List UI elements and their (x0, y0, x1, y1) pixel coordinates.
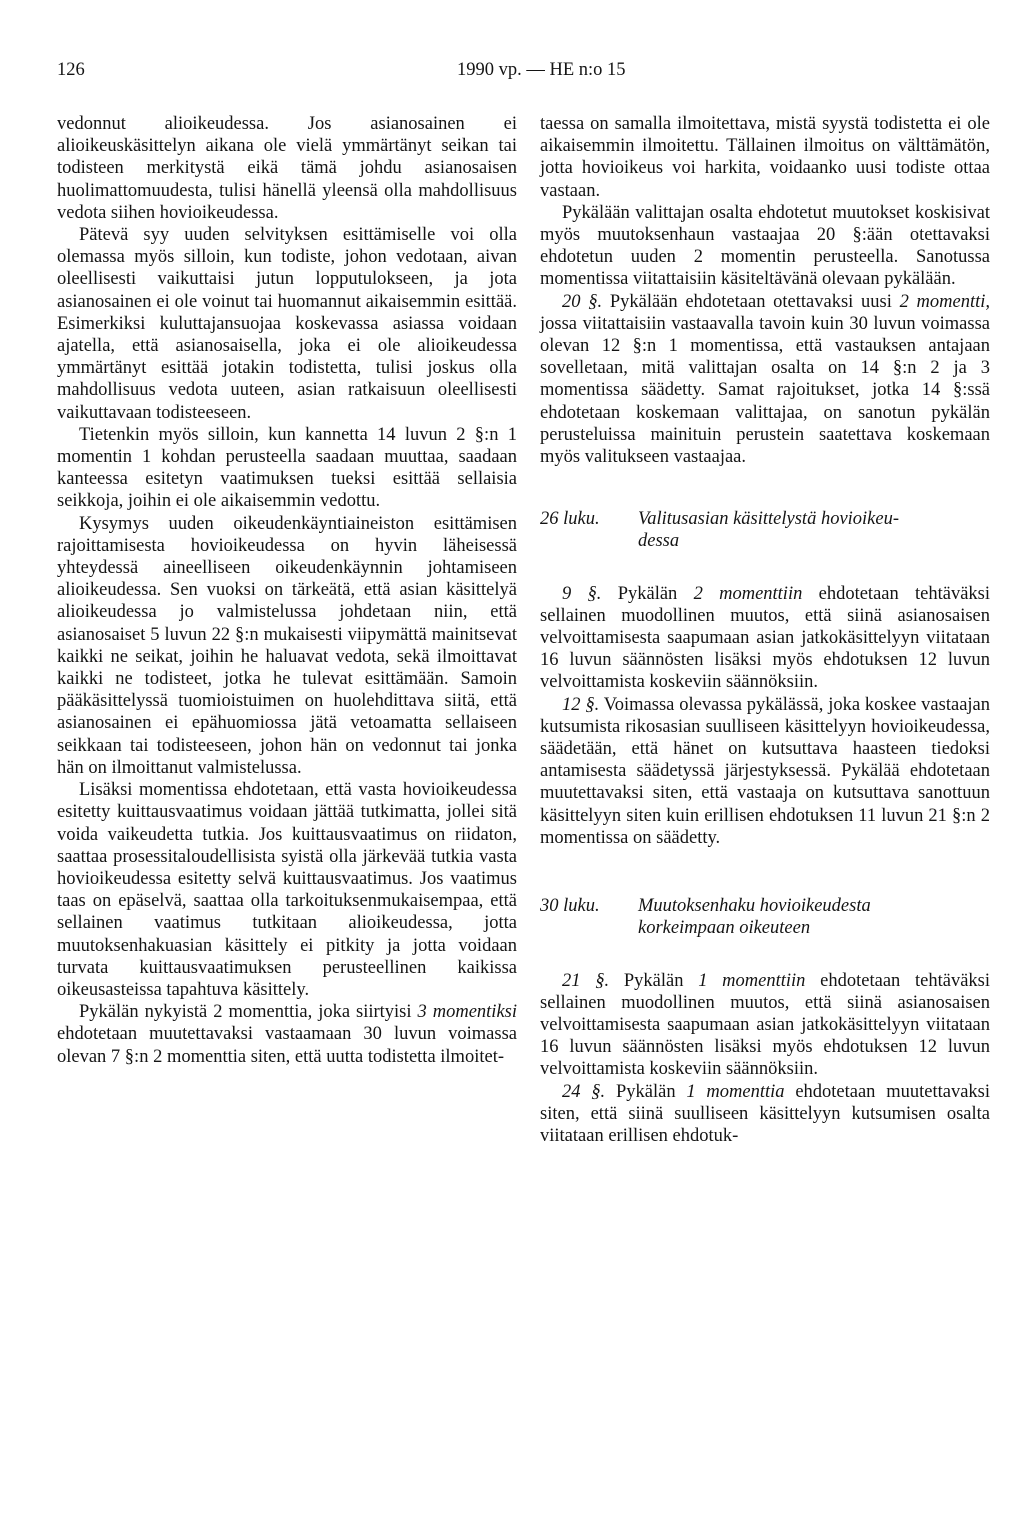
paragraph: Pätevä syy uuden selvityksen esittämiselle voi olla olemassa myös silloin, kun todiste, johon vedotaan, aivan oleellisesti vaikuttaisi jutun lopputulokseen, ja jota asianosainen ei ole voinut tai huomannut aikaisemmin esittää. Esimerkiksi kuluttajansuojaa koskevassa asiassa voidaan ajatella, että asianosaisella, joka ei ole alioikeudessa ymmärtänyt esittää jotakin todistetta, tulisi joskus olla mahdollisuus vedota uuteen, asian ratkaisuun oleellisesti vaikuttavaan todisteeseen. (57, 225, 517, 423)
section-number: 24 §. (562, 1081, 606, 1102)
chapter-title-line: dessa (638, 531, 680, 552)
paragraph (540, 291, 990, 469)
moment-reference: 1 momenttia (686, 1081, 785, 1102)
paragraph-text: ehdotetaan tehtäväksi sellainen muodollinen muutos, että siinä asianosaisen velvoittamisesta saapumaan asian jatkokäsittelyyn viitataan 16 luvun säännösten lisäksi myös ehdotuksen 12 luvun velvoittamista koskeviin säännöksiin. (540, 583, 991, 693)
paragraph-text: Voimassa olevassa pykälässä, joka koskee vastaajan kutsumista rikosasian suulliseen käsittelyyn hovioikeudessa, säädetään, että hänet on kutsuttava haasteen tiedoksi antamisesta säädetyssä järjestyksessä. Pykälää ehdotetaan muutettavaksi siten, että vastaaja on kutsuttava sanottuun käsittelyyn siten kuin erillisen ehdotuksen 11 luvun 21 §:n 2 momentissa on säädetty. (540, 694, 991, 848)
paragraph-text: jossa viitattaisiin vastaavalla tavoin kuin 30 luvun voimassa olevan 12 §:n 1 momentissa, että vastauksen antajaan sovelletaan, mitä valittajan osalta on 14 §:n 2 ja 3 momentissa säädetty. Samat rajoitukset, jotka 14 §:ssä ehdotetaan koskemaan valittajaa, on sanotun pykälän perusteluissa mainituin perustein saatettava koskemaan myös valitukseen vastaajaa. (540, 313, 990, 468)
section-number: 20 §. (562, 291, 603, 312)
paragraph-text: ehdotetaan tehtäväksi sellainen muodollinen muutos, että siinä asianosaisen velvoittamisesta saapumaan asian jatkokäsittelyyn viitataan 16 luvun säännösten lisäksi myös ehdotuksen 12 luvun velvoittamista koskeviin säännöksiin. (540, 970, 991, 1080)
paragraph-text: Pykälän (623, 970, 684, 991)
moment-reference: 2 momenttiin (693, 583, 803, 604)
moment-reference: 2 momentti, (899, 291, 991, 312)
page-header (57, 60, 997, 92)
chapter-heading (540, 895, 990, 939)
paragraph: Lisäksi momentissa ehdotetaan, että vasta hovioikeudessa esitetty kuittausvaatimus voidaan jättää tutkimatta, jollei sitä voida vaikeudetta tutkia. Jos kuittausvaatimus on riidaton, saattaa prosessitaloudellisista syistä olla järkevää tutkia vasta hovioikeudessa esitetty selvä kuittausvaatimus. Jos vaatimus taas on epäselvä, saattaa olla tarkoituksenmukaisempaa, että sellainen vaatimus tutkitaan alioikeudessa, jotta muutoksenhakuasian käsittely ei pitkity ja jotta voidaan turvata kuittausvaatimuksen perusteellinen kaikissa oikeusasteissa tapahtuva käsittely. (57, 780, 517, 1000)
paragraph-text: Pykälän (615, 1081, 676, 1102)
paragraph-text: Pykälään ehdotetaan otettavaksi uusi (609, 291, 892, 312)
paragraph-text: ehdotetaan muutettavaksi vastaamaan 30 luvun voimassa olevan 7 §:n 2 momenttia siten, että uutta todistetta ilmoitet- (57, 1024, 517, 1067)
page-number: 126 (57, 60, 85, 80)
moment-reference: 3 momentiksi (417, 1002, 518, 1023)
section-number: 12 §. (562, 694, 600, 715)
chapter-label: 26 luku. (540, 509, 600, 530)
chapter-title-line: Muutoksenhaku hovioikeudesta (638, 896, 871, 917)
paragraph (540, 583, 990, 694)
chapter-heading (540, 508, 990, 552)
paragraph-text: Pykälän (617, 583, 678, 604)
paragraph (540, 970, 990, 1081)
paragraph: vedonnut alioikeudessa. Jos asianosainen ei alioikeuskäsittelyn aikana ole vielä ymmärtänyt seikan tai todisteen merkitystä eikä tämä johdu asianosaisen huolimattomuudesta, tulisi hänellä yleensä olla mahdollisuus vedota siihen hovioikeudessa. (57, 114, 517, 223)
paragraph: taessa on samalla ilmoitettava, mistä syystä todistetta ei ole aikaisemmin ilmoitettu. Tällainen ilmoitus on välttämätön, jotta hovioikeus voi harkita, voidaanko uusi todiste ottaa vastaan. (540, 114, 990, 201)
paragraph: Tietenkin myös silloin, kun kannetta 14 luvun 2 §:n 1 momentin 1 kohdan perusteella saadaan muuttaa, saadaan kanteessa esitetyn vaatimuksen tueksi esittää sellaisia seikkoja, joihin ei ole aikaisemmin vedottu. (57, 424, 517, 512)
paragraph (540, 1081, 990, 1148)
chapter-title-line: korkeimpaan oikeuteen (638, 918, 811, 939)
left-column (57, 113, 517, 1068)
paragraph-text: Pykälän nykyistä 2 momenttia, joka siirtyisi (79, 1002, 412, 1023)
paragraph: Kysymys uuden oikeudenkäyntiaineiston esittämisen rajoittamisesta hovioikeudessa on hyvin läheisessä yhteydessä aineelliseen oikeudenkäynnin johtamiseen alioikeudessa. Sen vuoksi on tärkeätä, että asian käsittelyä alioikeudessa jo valmistelussa johdetaan niin, että asianosaiset 5 luvun 22 §:n mukaisesti viipymättä mainitsevat kaikki ne seikat, joihin he haluavat vedota, sekä ilmoittavat kaikki ne todisteet, jotka he tulevat esittämään. Samoin pääkäsittelyssä tuomioistuimen on huolehdittava siitä, että asianosainen ei epähuomiossa jätä vetoamatta sellaiseen seikkaan tai todisteeseen, johon hän on vedonnut tai jonka hän on ilmoittanut valmistelussa. (57, 513, 517, 778)
paragraph-text: ehdotetaan muutettavaksi siten, että siinä suulliseen käsittelyyn kutsumisen osalta viitataan erillisen ehdotuk- (540, 1081, 991, 1146)
running-title: 1990 vp. — HE n:o 15 (457, 60, 626, 80)
section-number: 9 §. (562, 583, 602, 604)
paragraph (57, 1001, 517, 1068)
right-column (540, 113, 990, 1147)
paragraph: Pykälään valittajan osalta ehdotetut muutokset koskisivat myös muutoksenhaun vastaajaa 20 §:ään otettavaksi ehdotetun uuden 2 momentin perusteella. Sanotussa momentissa viitattaisiin käsiteltävänä olevaan pykälään. (540, 202, 990, 290)
paragraph (540, 694, 990, 849)
section-number: 21 §. (562, 970, 610, 991)
moment-reference: 1 momenttiin (698, 970, 806, 991)
chapter-title-line: Valitusasian käsittelystä hovioikeu- (638, 509, 900, 530)
chapter-label: 30 luku. (540, 896, 600, 917)
